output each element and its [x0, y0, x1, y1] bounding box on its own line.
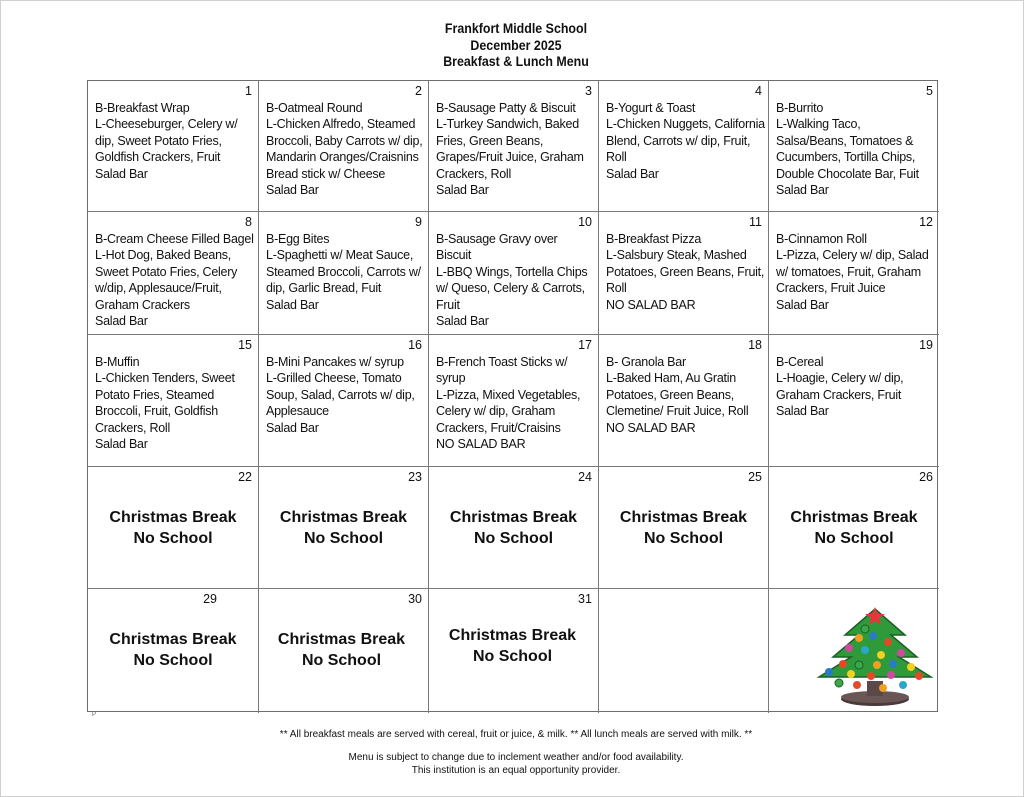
breakfast-item: B-Cream Cheese Filled Bagel — [95, 232, 254, 246]
day-cell — [88, 335, 259, 467]
no-school-label: No School — [472, 648, 553, 665]
salad-bar-note: Salad Bar — [776, 404, 829, 419]
lunch-line: Crackers, Fruit/Craisins — [436, 420, 561, 435]
lunch-line: Sweet Potato Fries, Celery — [95, 264, 238, 279]
lunch-line: L-Hoagie, Celery w/ dip, — [776, 371, 904, 386]
day-number: 3 — [585, 84, 592, 98]
day-number: 8 — [245, 215, 252, 229]
no-school-label: No School — [473, 530, 554, 547]
day-number: 31 — [578, 592, 592, 606]
salad-bar-note: NO SALAD BAR — [436, 437, 526, 452]
empty-cell — [599, 589, 769, 713]
lunch-line: L-Walking Taco, — [776, 117, 861, 132]
breakfast-item: B-Egg Bites — [266, 232, 330, 246]
day-number: 23 — [408, 470, 422, 484]
break-title: Christmas Break — [619, 509, 748, 526]
lunch-line: Roll — [606, 150, 627, 165]
lunch-line: Fruit — [436, 297, 460, 312]
day-cell — [769, 212, 939, 335]
break-day-cell — [429, 467, 599, 589]
day-cell — [429, 335, 599, 467]
day-number: 18 — [748, 338, 762, 352]
day-number: 10 — [578, 215, 592, 229]
breakfast-item: B-Sausage Gravy over — [436, 232, 558, 246]
break-title: Christmas Break — [449, 509, 578, 526]
lunch-line: Crackers, Fruit Juice — [776, 281, 886, 296]
break-notice — [88, 629, 258, 671]
salad-bar-note: Salad Bar — [776, 183, 829, 198]
day-menu — [776, 354, 935, 420]
lunch-line: Roll — [606, 281, 627, 296]
day-cell — [769, 81, 939, 212]
salad-bar-note: Salad Bar — [266, 297, 319, 312]
lunch-line: Graham Crackers — [95, 297, 190, 312]
salad-bar-note: NO SALAD BAR — [606, 420, 696, 435]
break-title: Christmas Break — [279, 509, 408, 526]
day-number: 17 — [578, 338, 592, 352]
break-notice — [769, 507, 939, 549]
day-menu — [266, 100, 424, 198]
lunch-line: Fries, Green Beans, — [436, 133, 544, 148]
breakfast-item: B-Mini Pancakes w/ syrup — [266, 355, 404, 369]
lunch-line: Goldfish Crackers, Fruit — [95, 150, 221, 165]
lunch-line: Cucumbers, Tortilla Chips, — [776, 150, 916, 165]
no-school-label: No School — [133, 652, 213, 669]
day-cell — [259, 335, 429, 467]
breakfast-item: B-Muffin — [95, 355, 140, 369]
day-number: 11 — [749, 215, 762, 229]
no-school-label: No School — [643, 530, 724, 547]
day-cell — [599, 212, 769, 335]
menu-month: December 2025 — [470, 37, 562, 53]
break-title: Christmas Break — [790, 509, 918, 526]
day-menu — [606, 231, 764, 313]
salad-bar-note: Salad Bar — [436, 183, 489, 198]
salad-bar-note: Salad Bar — [95, 166, 148, 181]
lunch-line: Broccoli, Baby Carrots w/ dip, — [266, 133, 423, 148]
lunch-line: Broccoli, Fruit, Goldfish — [95, 404, 218, 419]
day-number: 9 — [415, 215, 422, 229]
meal-note: ** All breakfast meals are served with cereal, fruit or juice, & milk. ** All lunch meals are served with milk. ** — [279, 729, 753, 740]
day-cell — [599, 81, 769, 212]
day-number: 30 — [408, 592, 422, 606]
day-menu — [776, 231, 935, 313]
day-number: 25 — [748, 470, 762, 484]
equal-opportunity-statement: This institution is an equal opportunity provider. — [411, 765, 621, 776]
lunch-line: L-Chicken Alfredo, Steamed — [266, 117, 416, 132]
day-cell — [429, 212, 599, 335]
page-mark: P — [92, 712, 97, 718]
break-day-cell — [429, 589, 599, 713]
lunch-line: L-BBQ Wings, Tortella Chips — [436, 264, 588, 279]
day-number: 12 — [919, 215, 933, 229]
day-number: 24 — [578, 470, 592, 484]
day-number: 22 — [238, 470, 252, 484]
lunch-line: L-Pizza, Mixed Vegetables, — [436, 387, 581, 402]
lunch-line: Mandarin Oranges/Craisnins — [266, 150, 419, 165]
break-day-cell — [599, 467, 769, 589]
lunch-line: Graham Crackers, Fruit — [776, 387, 902, 402]
breakfast-item: B-Breakfast Wrap — [95, 101, 190, 115]
day-menu — [436, 354, 594, 452]
break-title: Christmas Break — [277, 631, 406, 648]
day-cell — [88, 212, 259, 335]
disclaimer: Menu is subject to change due to inclement weather and/or food availability. — [348, 752, 684, 763]
day-number: 16 — [408, 338, 422, 352]
day-cell — [429, 81, 599, 212]
day-number: 4 — [755, 84, 762, 98]
day-cell — [769, 335, 939, 467]
break-notice — [255, 629, 428, 671]
day-menu — [436, 231, 594, 329]
lunch-line: L-Chicken Tenders, Sweet — [95, 371, 235, 386]
lunch-line: Grapes/Fruit Juice, Graham — [436, 150, 584, 165]
breakfast-item: B- Granola Bar — [606, 355, 686, 369]
break-day-cell — [259, 467, 429, 589]
no-school-label: No School — [303, 530, 384, 547]
school-name: Frankfort Middle School — [444, 21, 588, 36]
menu-title: Breakfast & Lunch Menu — [443, 54, 589, 69]
lunch-line: w/dip, Applesauce/Fruit, — [95, 281, 222, 296]
lunch-line: Applesauce — [266, 404, 329, 419]
lunch-line: Potato Fries, Steamed — [95, 387, 215, 402]
lunch-line: L-Pizza, Celery w/ dip, Salad — [776, 248, 929, 263]
day-cell — [259, 212, 429, 335]
salad-bar-note: Salad Bar — [266, 420, 319, 435]
breakfast-item: B-Oatmeal Round — [266, 101, 363, 115]
breakfast-item: B-Cinnamon Roll — [776, 232, 867, 246]
day-menu — [95, 231, 254, 329]
no-school-label: No School — [133, 530, 213, 547]
lunch-line: Bread stick w/ Cheese — [266, 166, 386, 181]
day-menu — [606, 354, 764, 436]
breakfast-item: B-Cereal — [776, 355, 824, 369]
break-day-cell — [88, 467, 259, 589]
day-number: 15 — [238, 338, 252, 352]
salad-bar-note: Salad Bar — [266, 183, 319, 198]
day-cell — [599, 335, 769, 467]
lunch-line: Blend, Carrots w/ dip, Fruit, — [606, 133, 751, 148]
breakfast-item: Biscuit — [436, 248, 472, 263]
day-cell — [259, 81, 429, 212]
lunch-line: Celery w/ dip, Graham — [436, 404, 556, 419]
break-notice — [88, 507, 258, 549]
day-cell — [88, 81, 259, 212]
break-day-cell — [88, 589, 259, 713]
break-notice — [429, 507, 598, 549]
break-notice — [259, 507, 428, 549]
salad-bar-note: Salad Bar — [95, 437, 148, 452]
day-menu — [266, 231, 424, 313]
break-day-cell — [259, 589, 429, 713]
break-title: Christmas Break — [448, 627, 577, 644]
day-menu — [95, 354, 254, 452]
breakfast-item: B-Sausage Patty & Biscuit — [436, 101, 576, 115]
break-notice — [427, 625, 598, 667]
break-title: Christmas Break — [109, 631, 237, 648]
no-school-label: No School — [814, 530, 894, 547]
lunch-line: Potatoes, Green Beans, — [606, 387, 734, 402]
day-number: 5 — [926, 84, 933, 98]
lunch-line: L-Salsbury Steak, Mashed — [606, 248, 747, 263]
lunch-line: w/ tomatoes, Fruit, Graham — [776, 264, 921, 279]
breakfast-item: B-Burrito — [776, 101, 824, 115]
day-menu — [266, 354, 424, 436]
lunch-line: L-Grilled Cheese, Tomato — [266, 371, 402, 386]
lunch-line: dip, Garlic Bread, Fuit — [266, 281, 382, 296]
decoration-cell — [769, 589, 939, 713]
day-number: 2 — [415, 84, 422, 98]
lunch-line: dip, Sweet Potato Fries, — [95, 133, 222, 148]
lunch-line: L-Chicken Nuggets, California — [606, 117, 765, 132]
lunch-line: L-Spaghetti w/ Meat Sauce, — [266, 248, 414, 263]
break-day-cell — [769, 467, 939, 589]
breakfast-item: syrup — [436, 371, 466, 386]
day-menu — [436, 100, 594, 198]
lunch-line: L-Baked Ham, Au Gratin — [606, 371, 736, 386]
lunch-line: Crackers, Roll — [436, 166, 511, 181]
lunch-line: Steamed Broccoli, Carrots w/ — [266, 264, 421, 279]
salad-bar-note: Salad Bar — [436, 314, 489, 329]
menu-calendar-grid — [87, 80, 938, 712]
salad-bar-note: Salad Bar — [606, 166, 659, 181]
breakfast-item: B-Yogurt & Toast — [606, 101, 696, 115]
lunch-line: Soup, Salad, Carrots w/ dip, — [266, 387, 415, 402]
lunch-line: Double Chocolate Bar, Fuit — [776, 166, 919, 181]
lunch-line: Salsa/Beans, Tomatoes & — [776, 133, 914, 148]
day-menu — [95, 100, 254, 182]
lunch-line: Crackers, Roll — [95, 420, 170, 435]
lunch-line: Clemetine/ Fruit Juice, Roll — [606, 404, 749, 419]
lunch-line: Potatoes, Green Beans, Fruit, — [606, 264, 765, 279]
lunch-line: L-Hot Dog, Baked Beans, — [95, 248, 231, 263]
salad-bar-note: Salad Bar — [95, 314, 148, 329]
day-number: 29 — [203, 592, 217, 606]
day-number: 26 — [919, 470, 933, 484]
breakfast-item: B-Breakfast Pizza — [606, 232, 702, 246]
christmas-tree-icon — [813, 605, 937, 711]
break-notice — [599, 507, 768, 549]
lunch-line: L-Cheeseburger, Celery w/ — [95, 117, 238, 132]
salad-bar-note: NO SALAD BAR — [606, 297, 696, 312]
lunch-line: w/ Queso, Celery & Carrots, — [436, 281, 585, 296]
salad-bar-note: Salad Bar — [776, 297, 829, 312]
day-menu — [776, 100, 935, 198]
breakfast-item: B-French Toast Sticks w/ — [436, 355, 568, 369]
day-number: 19 — [919, 338, 933, 352]
no-school-label: No School — [301, 652, 382, 669]
lunch-line: L-Turkey Sandwich, Baked — [436, 117, 579, 132]
break-title: Christmas Break — [109, 509, 237, 526]
menu-header — [0, 21, 1024, 71]
day-menu — [606, 100, 764, 182]
day-number: 1 — [245, 84, 252, 98]
